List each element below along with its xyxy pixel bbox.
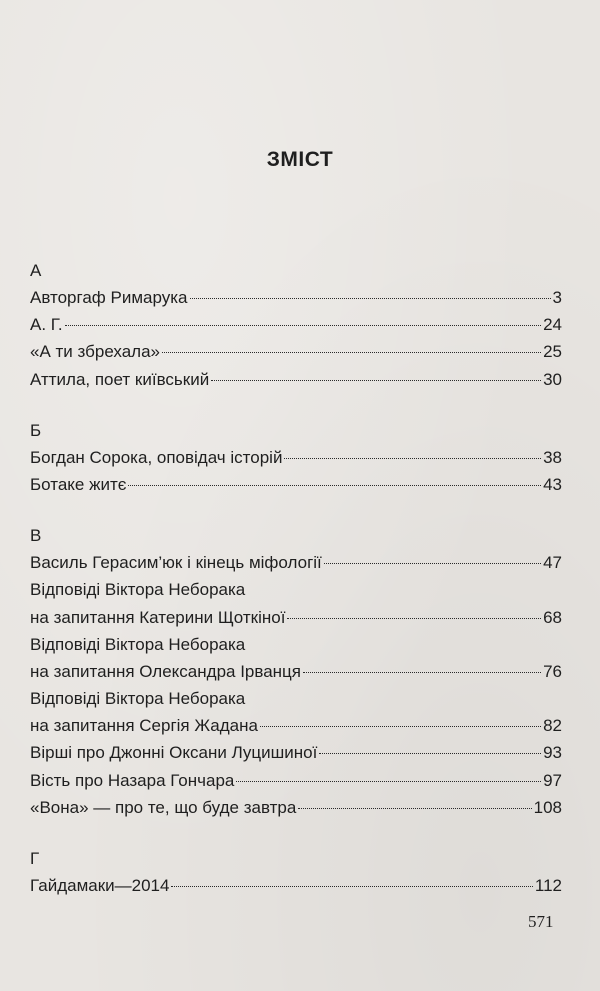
dot-leader bbox=[324, 563, 541, 564]
toc-entry-title: «Вона» — про те, що буде завтра bbox=[30, 797, 297, 817]
dot-leader bbox=[260, 726, 541, 727]
toc-entry-title: Ботаке житє bbox=[30, 474, 127, 494]
toc-entry-line bbox=[30, 872, 562, 899]
toc-entry-line bbox=[30, 604, 562, 631]
toc-entry-line bbox=[30, 444, 562, 471]
toc-entry bbox=[30, 794, 562, 821]
toc-entry-title: Гайдамаки—2014 bbox=[30, 876, 170, 895]
toc-entry-page: 108 bbox=[533, 797, 562, 817]
toc-entry-line bbox=[30, 712, 562, 739]
toc-entry bbox=[30, 444, 562, 471]
toc-entry-title: Вірші про Джонні Оксани Луцишиної bbox=[30, 743, 318, 763]
section-letter: Г bbox=[30, 849, 40, 868]
toc-entry-page: 93 bbox=[543, 743, 562, 763]
toc-entry bbox=[30, 685, 562, 739]
dot-leader bbox=[65, 325, 541, 326]
toc-entry bbox=[30, 631, 562, 685]
toc-entry-line bbox=[30, 576, 562, 603]
toc-entry-line bbox=[30, 658, 562, 685]
section-letter: А bbox=[30, 261, 42, 280]
table-of-contents bbox=[30, 258, 562, 924]
toc-entry-page: 97 bbox=[543, 770, 562, 790]
toc-entry-line bbox=[30, 284, 562, 311]
toc-entry-title: на запитання Катерини Щоткіної bbox=[30, 607, 286, 627]
dot-leader bbox=[211, 380, 541, 381]
toc-section bbox=[30, 523, 562, 821]
toc-entry bbox=[30, 549, 562, 576]
toc-entry-line bbox=[30, 471, 562, 498]
toc-entry bbox=[30, 471, 562, 498]
toc-entry-page: 112 bbox=[534, 876, 562, 895]
toc-entry-title: А. Г. bbox=[30, 315, 63, 335]
toc-entry-line bbox=[30, 338, 562, 365]
toc-entry-title: Відповіді Віктора Неборака bbox=[30, 689, 246, 709]
toc-entry-line bbox=[30, 631, 562, 658]
toc-entry-page: 25 bbox=[543, 342, 562, 362]
toc-entry-page: 82 bbox=[543, 716, 562, 736]
section-letter: В bbox=[30, 526, 42, 546]
section-letter: Б bbox=[30, 420, 42, 440]
toc-entry-page: 47 bbox=[543, 553, 562, 573]
toc-entry bbox=[30, 576, 562, 630]
toc-entry-page: 3 bbox=[552, 288, 562, 307]
toc-entry-line bbox=[30, 767, 562, 794]
toc-entry bbox=[30, 366, 562, 393]
toc-entry-title: Богдан Сорока, оповідач історій bbox=[30, 447, 283, 467]
toc-entry-title: Відповіді Віктора Неборака bbox=[30, 580, 246, 600]
dot-leader bbox=[319, 753, 541, 754]
toc-entry-page: 76 bbox=[543, 661, 562, 681]
toc-entry-title: Авторгаф Римарука bbox=[30, 288, 188, 307]
page-title: ЗМІСТ bbox=[266, 148, 334, 171]
toc-entry-page: 43 bbox=[543, 474, 562, 494]
toc-section bbox=[30, 258, 562, 393]
toc-entry-page: 24 bbox=[543, 315, 562, 335]
toc-entry bbox=[30, 311, 562, 338]
toc-section bbox=[30, 846, 562, 899]
toc-entry-page: 68 bbox=[543, 607, 562, 627]
toc-entry-title: Василь Герасим’юк і кінець міфології bbox=[30, 553, 322, 573]
toc-entry-page: 38 bbox=[543, 447, 562, 467]
toc-entry-title: Вість про Назара Гончара bbox=[30, 770, 235, 790]
toc-entry-line bbox=[30, 739, 562, 766]
toc-entry-line bbox=[30, 366, 562, 393]
dot-leader bbox=[298, 808, 531, 809]
toc-entry bbox=[30, 767, 562, 794]
toc-entry-line bbox=[30, 685, 562, 712]
toc-entry-title: на запитання Олександра Ірванця bbox=[30, 661, 302, 681]
toc-entry-title: Відповіді Віктора Неборака bbox=[30, 634, 246, 654]
dot-leader bbox=[303, 672, 541, 673]
dot-leader bbox=[236, 781, 541, 782]
dot-leader bbox=[128, 485, 541, 486]
toc-entry-title: Аттила, поет київський bbox=[30, 369, 210, 389]
toc-entry bbox=[30, 338, 562, 365]
dot-leader bbox=[287, 618, 541, 619]
toc-entry-page: 30 bbox=[543, 369, 562, 389]
toc-entry-line bbox=[30, 311, 562, 338]
toc-section bbox=[30, 418, 562, 498]
toc-entry-title: «А ти збрехала» bbox=[30, 342, 160, 362]
toc-entry-line bbox=[30, 794, 562, 821]
dot-leader bbox=[284, 458, 541, 459]
toc-entry bbox=[30, 872, 562, 899]
toc-entry bbox=[30, 739, 562, 766]
page-number: 571 bbox=[528, 912, 554, 931]
toc-entry-title: на запитання Сергія Жадана bbox=[30, 716, 258, 736]
dot-leader bbox=[162, 352, 541, 353]
toc-entry bbox=[30, 284, 562, 311]
toc-entry-line bbox=[30, 549, 562, 576]
dot-leader bbox=[190, 298, 551, 299]
dot-leader bbox=[171, 886, 532, 887]
